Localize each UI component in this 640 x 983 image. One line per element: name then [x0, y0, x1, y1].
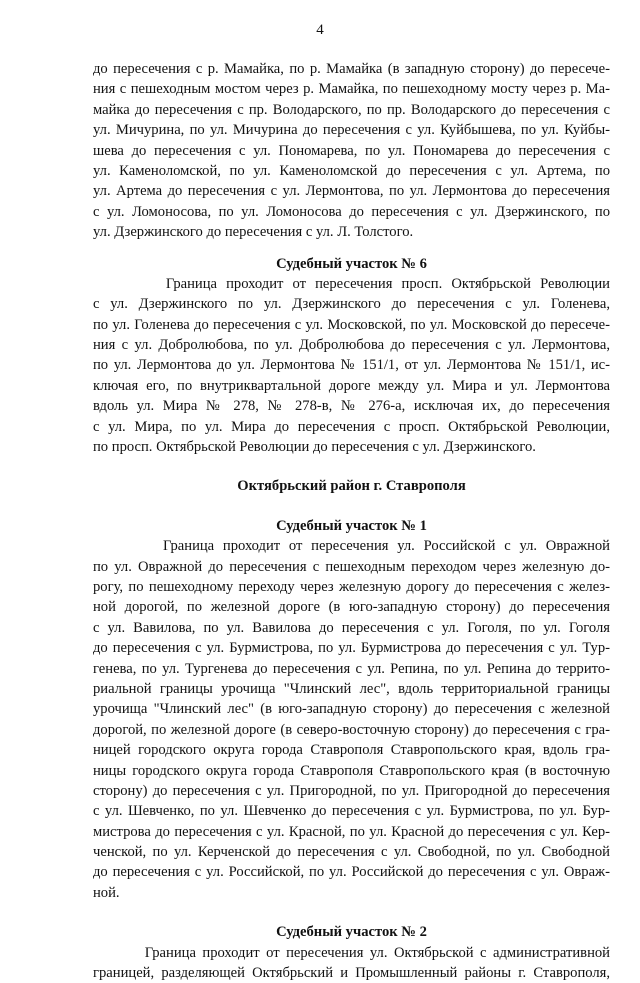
section-2-heading: Судебный участок № 2 — [276, 924, 427, 941]
text-line: по ул. Лермонтова до ул. Лермонтова № 151/1, от ул. Лермонтова № 151/1, ис- — [93, 357, 610, 374]
text-line: Граница проходит от пересечения ул. Октябрьской с административной — [93, 944, 610, 961]
text-line: ключая его, по внутриквартальной дороге между ул. Мира и ул. Лермонтова — [93, 377, 610, 394]
text-line: майка до пересечения с пр. Володарского, по пр. Володарского до пересечения с — [93, 101, 610, 118]
section-1-paragraph — [93, 536, 610, 903]
text-line: до пересечения с ул. Российской, по ул. Российской до пересечения с ул. Овраж- — [93, 864, 610, 881]
section-2-paragraph — [93, 943, 610, 983]
text-line: с ул. Мира, по ул. Мира до пересечения с просп. Октябрьской Революции, — [93, 418, 610, 435]
text-line: ной дорогой, по железной дороге (в юго-западную сторону) до пересечения — [93, 599, 610, 616]
text-line: ченской, по ул. Керченской до пересечения с ул. Свободной, по ул. Свободной — [93, 844, 610, 861]
section-6-paragraph — [93, 274, 610, 458]
text-line: с ул. Дзержинского по ул. Дзержинского до пересечения с ул. Голенева, — [93, 296, 610, 313]
text-line: сторону) до пересечения с ул. Пригородной, по ул. Пригородной до пересечения — [93, 782, 610, 799]
text-line: ния с ул. Добролюбова, по ул. Добролюбова до пересечения с ул. Лермонтова, — [93, 337, 610, 354]
text-line: генева, по ул. Тургенева до пересечения с ул. Репина, по ул. Репина до террито- — [93, 660, 610, 677]
section-1-heading: Судебный участок № 1 — [276, 517, 427, 534]
text-line: по просп. Октябрьской Революции до пересечения с ул. Дзержинского. — [93, 439, 536, 456]
text-line: до пересечения с ул. Бурмистрова, по ул. Бурмистрова до пересечения с ул. Тур- — [93, 640, 610, 657]
text-line: мистрова до пересечения с ул. Красной, по ул. Красной до пересечения с ул. Кер- — [93, 823, 610, 840]
text-line: ул. Дзержинского до пересечения с ул. Л. Толстого. — [93, 224, 414, 241]
document-body — [93, 59, 610, 983]
page-number: 4 — [316, 22, 324, 38]
text-line: ул. Мичурина, по ул. Мичурина до пересечения с ул. Куйбышева, по ул. Куйбы- — [93, 122, 610, 139]
text-line: с ул. Шевченко, по ул. Шевченко до пересечения с ул. Бурмистрова, по ул. Бур- — [93, 803, 610, 820]
text-line: ной. — [93, 884, 120, 901]
text-line: до пересечения с р. Мамайка, по р. Мамайка (в западную сторону) до пересече- — [93, 61, 610, 77]
text-line: по ул. Овражной до пересечения с пешеходным переходом через железную до- — [93, 558, 610, 575]
section-6-heading: Судебный участок № 6 — [276, 255, 427, 272]
text-line: вдоль ул. Мира № 278, № 278-в, № 276-а, исключая их, до пересечения — [93, 398, 610, 415]
district-heading: Октябрьский район г. Ставрополя — [237, 478, 466, 495]
text-line: по ул. Голенева до пересечения с ул. Московской, по ул. Московской до пересече- — [93, 316, 610, 333]
text-line: границей, разделяющей Октябрьский и Промышленный районы г. Ставрополя, — [93, 965, 610, 982]
text-line: урочища "Члинский лес" (в юго-западную сторону) до пересечения с железной — [93, 701, 610, 718]
text-line: риальной границы урочища "Члинский лес", вдоль территориальной границы — [93, 680, 610, 697]
text-line: с ул. Вавилова, по ул. Вавилова до пересечения с ул. Гоголя, по ул. Гоголя — [93, 619, 610, 636]
text-line: ул. Каменоломской, по ул. Каменоломской до пересечения с ул. Артема, по — [93, 162, 610, 179]
text-line: рогу, по пешеходному переходу через железную дорогу до пересечения с желез- — [93, 578, 610, 595]
text-line: дорогой, по железной дороге (в северо-восточную сторону) до пересечения с гра- — [93, 721, 610, 738]
intro-paragraph — [93, 59, 610, 243]
text-line: с ул. Ломоносова, по ул. Ломоносова до пересечения с ул. Дзержинского, по — [93, 203, 610, 220]
text-line: ния с пешеходным мостом через р. Мамайка, по пешеходному мосту через р. Ма- — [93, 81, 610, 98]
text-line: ницы городского округа города Ставрополя Ставропольского края (в восточную — [93, 762, 610, 779]
text-line: Граница проходит от пересечения просп. Октябрьской Революции — [93, 275, 610, 292]
text-line: ницей городского округа города Ставрополя Ставропольского края, вдоль гра- — [93, 742, 610, 759]
text-line: ул. Артема до пересечения с ул. Лермонтова, по ул. Лермонтова до пересечения — [93, 183, 610, 200]
text-line: шева до пересечения с ул. Пономарева, по ул. Пономарева до пересечения с — [93, 142, 610, 159]
text-line: Граница проходит от пересечения ул. Российской с ул. Овражной — [93, 538, 610, 555]
